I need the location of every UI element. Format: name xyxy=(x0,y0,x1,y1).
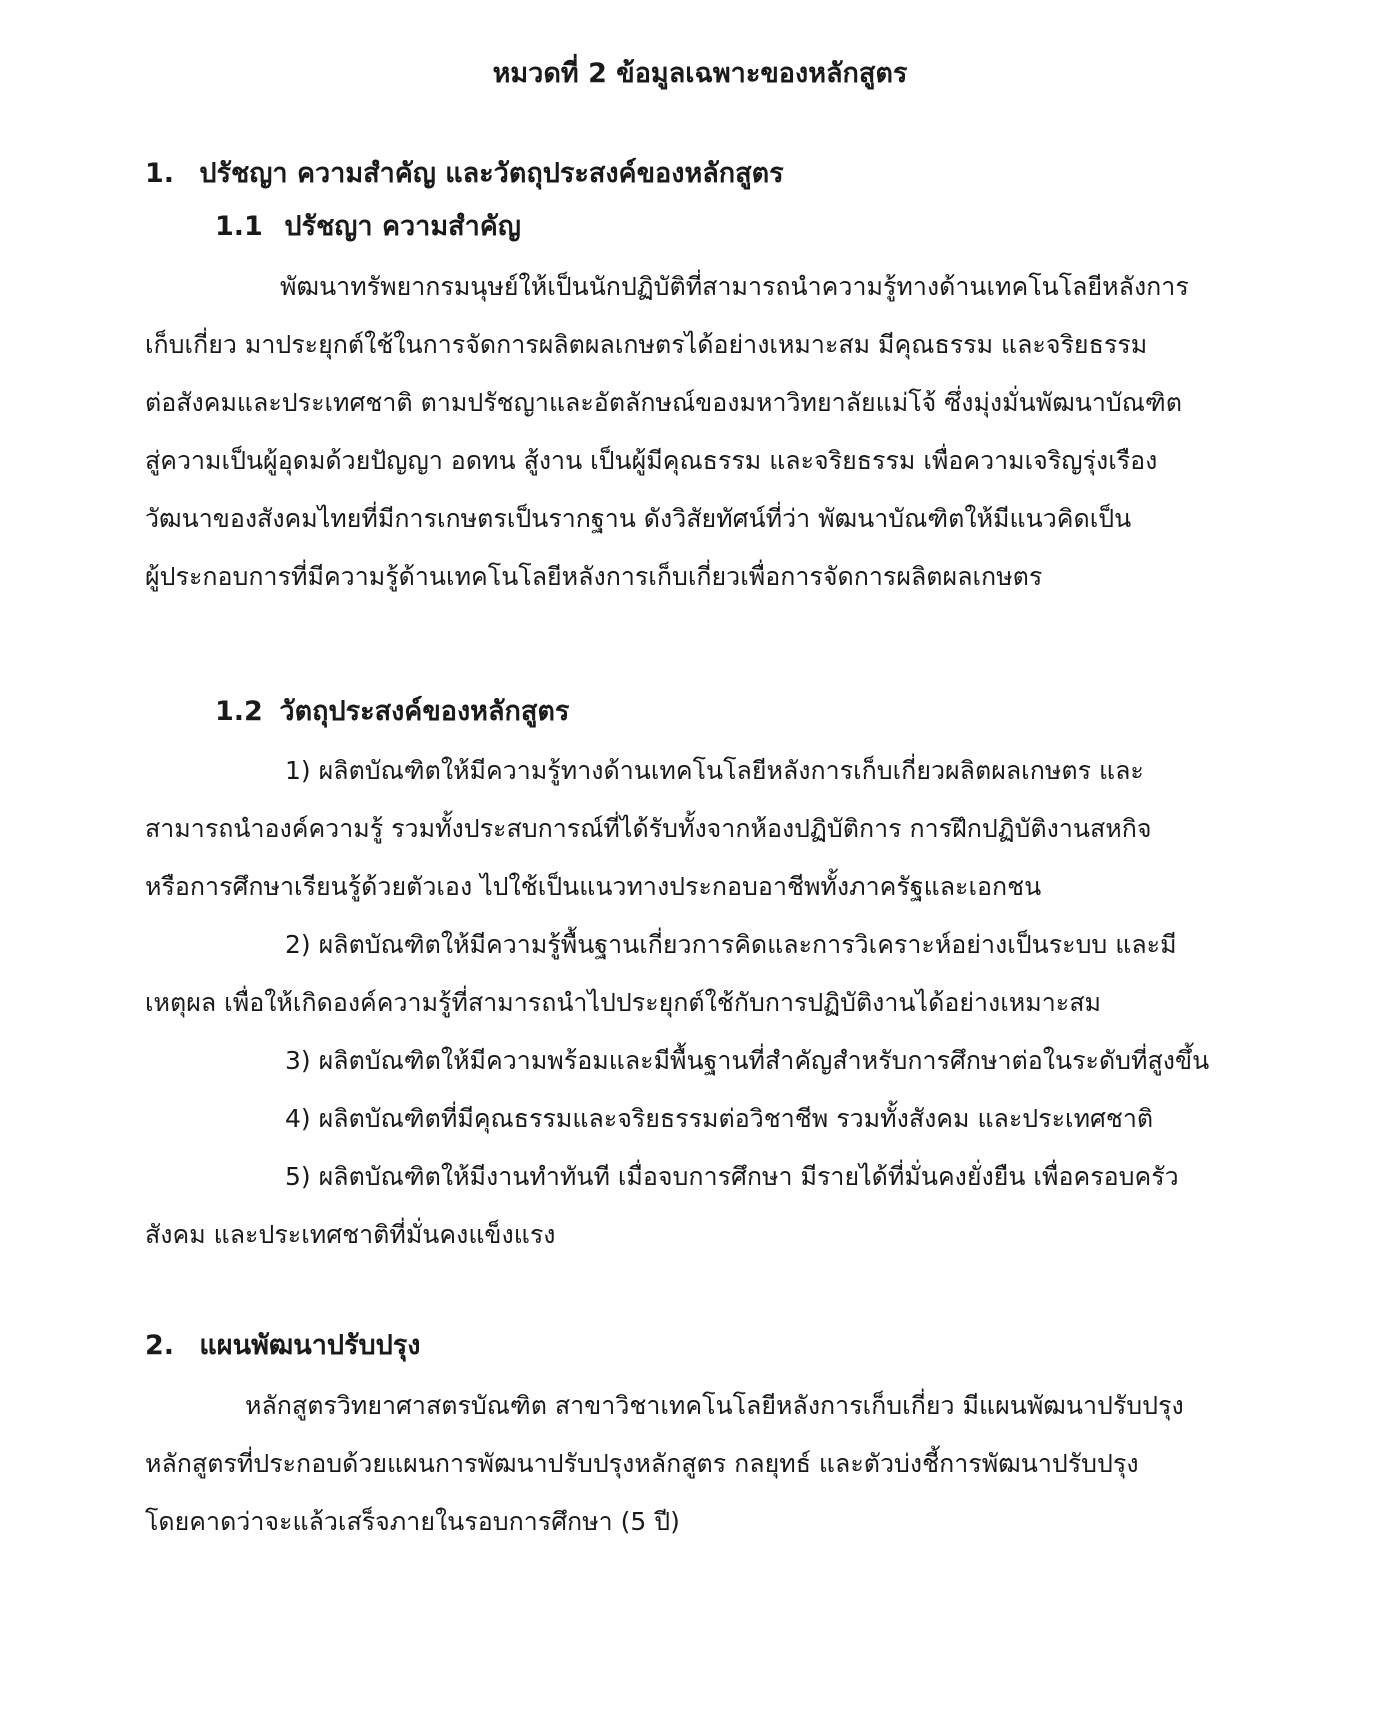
objective-line: เหตุผล เพื่อให้เกิดองค์ความรู้ที่สามารถนำไปประยุกต์ใช้กับการปฏิบัติงานได้อย่างเหมาะสม xyxy=(145,988,1101,1017)
objective-line: หรือการศึกษาเรียนรู้ด้วยตัวเอง ไปใช้เป็นแนวทางประกอบอาชีพทั้งภาครัฐและเอกชน xyxy=(145,872,1042,901)
subsection-1-1-heading xyxy=(215,205,521,249)
paragraph-line: สู่ความเป็นผู้อุดมด้วยปัญญา อดทน สู้งาน เป็นผู้มีคุณธรรม และจริยธรรม เพื่อความเจริญรุ่งเรือง xyxy=(145,446,1158,475)
development-plan-paragraph xyxy=(145,1377,1265,1551)
objective-4 xyxy=(145,1090,1300,1148)
objective-line: 1) ผลิตบัณฑิตให้มีความรู้ทางด้านเทคโนโลยีหลังการเก็บเกี่ยวผลิตผลเกษตร และ xyxy=(285,756,1144,785)
objective-line: 2) ผลิตบัณฑิตให้มีความรู้พื้นฐานเกี่ยวการคิดและการวิเคราะห์อย่างเป็นระบบ และมี xyxy=(285,930,1177,959)
objective-line: 3) ผลิตบัณฑิตให้มีความพร้อมและมีพื้นฐานที่สำคัญสำหรับการศึกษาต่อในระดับที่สูงขึ้น xyxy=(285,1046,1210,1075)
section-2-number: 2. xyxy=(145,1330,175,1361)
section-1-heading xyxy=(145,152,784,196)
paragraph-line: เก็บเกี่ยว มาประยุกต์ใช้ในการจัดการผลิตผลเกษตรได้อย่างเหมาะสม มีคุณธรรม และจริยธรรม xyxy=(145,330,1148,359)
paragraph-line: หลักสูตรวิทยาศาสตรบัณฑิต สาขาวิชาเทคโนโลยีหลังการเก็บเกี่ยว มีแผนพัฒนาปรับปรุง xyxy=(245,1391,1184,1420)
objective-3 xyxy=(145,1032,1300,1090)
paragraph-line: โดยคาดว่าจะแล้วเสร็จภายในรอบการศึกษา (5 ปี) xyxy=(145,1507,680,1536)
section-2-heading xyxy=(145,1324,421,1368)
section-1-title: ปรัชญา ความสำคัญ และวัตถุประสงค์ของหลักสูตร xyxy=(199,158,784,189)
paragraph-line: พัฒนาทรัพยากรมนุษย์ให้เป็นนักปฏิบัติที่สามารถนำความรู้ทางด้านเทคโนโลยีหลังการ xyxy=(280,272,1189,301)
objective-1 xyxy=(145,742,1300,916)
section-1-number: 1. xyxy=(145,158,175,189)
subsection-1-1-number: 1.1 xyxy=(215,211,263,242)
page-title: หมวดที่ 2 ข้อมูลเฉพาะของหลักสูตร xyxy=(492,58,908,89)
subsection-1-1-title: ปรัชญา ความสำคัญ xyxy=(284,211,521,242)
objective-line: สังคม และประเทศชาติที่มั่นคงแข็งแรง xyxy=(145,1220,556,1249)
paragraph-line: วัฒนาของสังคมไทยที่มีการเกษตรเป็นรากฐาน ดังวิสัยทัศน์ที่ว่า พัฒนาบัณฑิตให้มีแนวคิดเป็น xyxy=(145,504,1132,533)
paragraph-line: หลักสูตรที่ประกอบด้วยแผนการพัฒนาปรับปรุงหลักสูตร กลยุทธ์ และตัวบ่งชี้การพัฒนาปรับปรุง xyxy=(145,1449,1139,1478)
objective-line: 5) ผลิตบัณฑิตให้มีงานทำทันที เมื่อจบการศึกษา มีรายได้ที่มั่นคงยั่งยืน เพื่อครอบครัว xyxy=(285,1162,1179,1191)
paragraph-line: ผู้ประกอบการที่มีความรู้ด้านเทคโนโลยีหลังการเก็บเกี่ยวเพื่อการจัดการผลิตผลเกษตร xyxy=(145,562,1043,591)
objective-5 xyxy=(145,1148,1300,1264)
objective-line: สามารถนำองค์ความรู้ รวมทั้งประสบการณ์ที่ได้รับทั้งจากห้องปฏิบัติการ การฝึกปฏิบัติงานสหกิจ xyxy=(145,814,1152,843)
subsection-1-2-title: วัตถุประสงค์ของหลักสูตร xyxy=(279,696,570,727)
objective-2 xyxy=(145,916,1300,1032)
philosophy-paragraph xyxy=(145,258,1300,606)
subsection-1-2-number: 1.2 xyxy=(215,696,263,727)
paragraph-line: ต่อสังคมและประเทศชาติ ตามปรัชญาและอัตลักษณ์ของมหาวิทยาลัยแม่โจ้ ซึ่งมุ่งมั่นพัฒนาบัณฑิต xyxy=(145,388,1182,417)
objective-line: 4) ผลิตบัณฑิตที่มีคุณธรรมและจริยธรรมต่อวิชาชีพ รวมทั้งสังคม และประเทศชาติ xyxy=(285,1104,1154,1133)
subsection-1-2-heading xyxy=(215,690,569,734)
section-2-title: แผนพัฒนาปรับปรุง xyxy=(199,1330,421,1361)
